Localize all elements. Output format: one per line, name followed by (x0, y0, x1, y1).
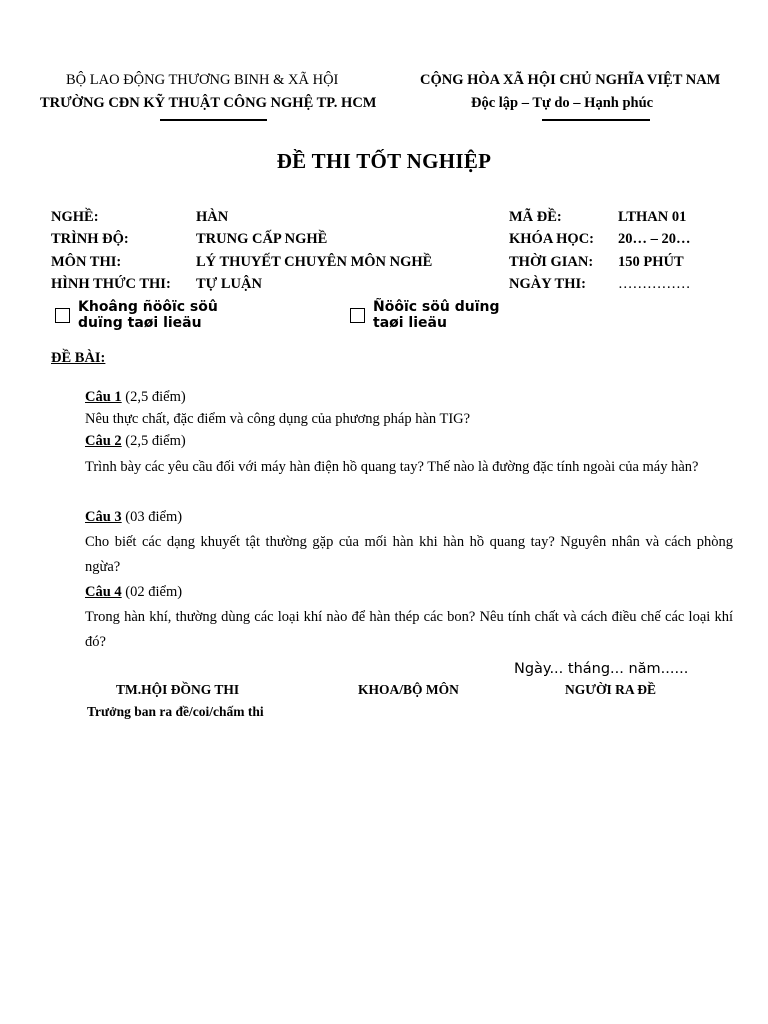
info-value-thoi-gian: 150 PHÚT (618, 254, 684, 270)
info-value-trinh-do: TRUNG CẤP NGHỀ (196, 231, 328, 247)
no-materials-checkbox[interactable] (55, 308, 70, 323)
info-label-hinh-thuc: HÌNH THỨC THI: (51, 276, 171, 292)
signature-department: KHOA/BỘ MÔN (358, 682, 459, 697)
ministry-name: BỘ LAO ĐỘNG THƯƠNG BINH & XÃ HỘI (66, 72, 339, 88)
question-3-text: Cho biết các dạng khuyết tật thường gặp của mối hàn khi hàn hồ quang tay? Nguyên nhân và cách phòng ngừa? (85, 534, 733, 575)
question-2-points: (2,5 điểm) (125, 433, 186, 449)
header-left-underline (160, 119, 267, 121)
question-1-points: (2,5 điểm) (125, 389, 186, 405)
signature-author: NGƯỜI RA ĐỀ (565, 682, 657, 697)
info-label-mon-thi: MÔN THI: (51, 254, 122, 270)
materials-allowed-label: Ñöôïc söû duïng taøi lieäu (373, 299, 500, 331)
signature-council-sub: Trưởng ban ra đề/coi/chấm thi (87, 704, 264, 719)
question-4-header (85, 584, 182, 601)
signature-council: TM.HỘI ĐỒNG THI (116, 682, 240, 697)
info-label-thoi-gian: THỜI GIAN: (509, 254, 594, 270)
info-label-ngay-thi: NGÀY THI: (509, 276, 586, 292)
info-value-mon-thi: LÝ THUYẾT CHUYÊN MÔN NGHỀ (196, 254, 433, 270)
info-value-ma-de: LTHAN 01 (618, 209, 687, 225)
info-value-nghe: HÀN (196, 209, 229, 225)
info-value-khoa-hoc: 20… – 20… (618, 231, 691, 247)
nation-name: CỘNG HÒA XÃ HỘI CHỦ NGHĨA VIỆT NAM (420, 72, 721, 88)
header-right-underline (542, 119, 650, 121)
materials-allowed-checkbox[interactable] (350, 308, 365, 323)
question-1-header (85, 389, 186, 406)
info-value-ngay-thi: …………… (618, 276, 691, 292)
question-3-label: Câu 3 (85, 509, 122, 525)
question-4-label: Câu 4 (85, 584, 122, 600)
section-heading: ĐỀ BÀI: (51, 350, 106, 366)
nation-motto: Độc lập – Tự do – Hạnh phúc (471, 95, 654, 111)
date-line: Ngày... tháng... năm...... (514, 661, 689, 677)
question-2-label: Câu 2 (85, 433, 122, 449)
question-1-text: Nêu thực chất, đặc điểm và công dụng của phương pháp hàn TIG? (85, 411, 471, 427)
info-label-nghe: NGHỀ: (51, 209, 99, 225)
exam-title: ĐỀ THI TỐT NGHIỆP (276, 149, 492, 173)
question-2-text: Trình bày các yêu cầu đối với máy hàn điện hồ quang tay? Thế nào là đường đặc tính ngoài của máy hàn? (85, 459, 699, 475)
info-label-ma-de: MÃ ĐỀ: (509, 209, 562, 225)
question-4-points: (02 điểm) (125, 584, 183, 600)
question-3-header (85, 509, 182, 526)
info-label-trinh-do: TRÌNH ĐỘ: (51, 231, 129, 247)
info-value-hinh-thuc: TỰ LUẬN (196, 276, 262, 292)
question-2-header (85, 433, 186, 450)
question-4-text: Trong hàn khí, thường dùng các loại khí nào để hàn thép các bon? Nêu tính chất và cách điều chế các loại khí đó? (85, 609, 733, 650)
question-3-points: (03 điểm) (125, 509, 183, 525)
info-label-khoa-hoc: KHÓA HỌC: (509, 231, 594, 247)
school-name: TRƯỜNG CĐN KỸ THUẬT CÔNG NGHỆ TP. HCM (40, 95, 377, 111)
no-materials-label: Khoâng ñöôïc söû duïng taøi lieäu (78, 299, 218, 331)
question-1-label: Câu 1 (85, 389, 122, 405)
